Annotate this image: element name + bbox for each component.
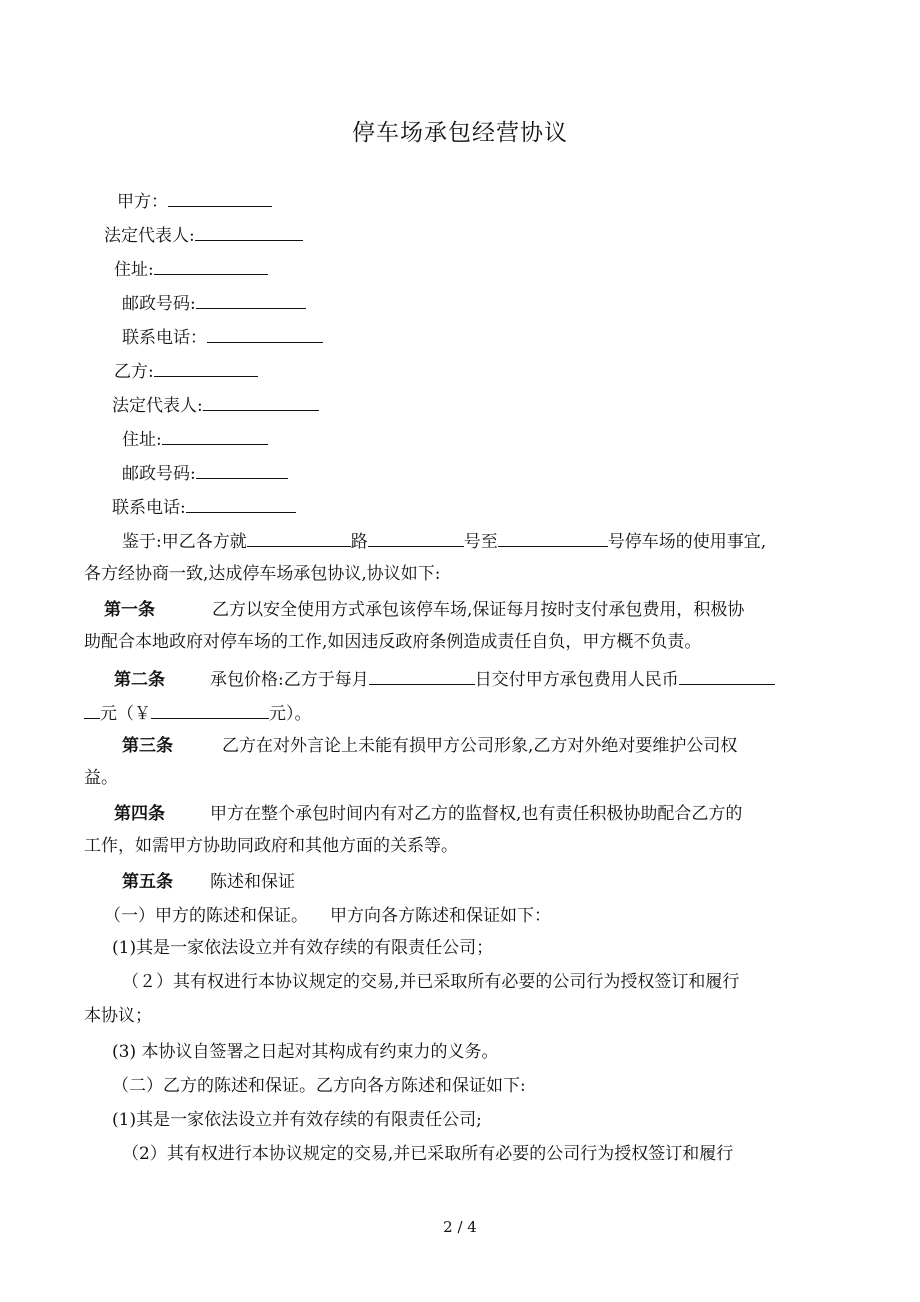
article-4-heading: 第四条 bbox=[114, 804, 165, 824]
article-3-text-1: 乙方在对外言论上未能有损甲方公司形象,乙方对外绝对要维护公司权 bbox=[222, 736, 738, 756]
party-a-rep-blank[interactable] bbox=[195, 223, 303, 241]
number-to-blank[interactable] bbox=[498, 529, 608, 547]
article-3-line-2: 益。 bbox=[84, 768, 118, 788]
section-b-title: （二）乙方的陈述和保证。乙方向各方陈述和保证如下: bbox=[112, 1076, 526, 1096]
party-a-zip-blank[interactable] bbox=[196, 291, 306, 309]
article-2-heading: 第二条 bbox=[114, 670, 165, 690]
article-5-line bbox=[122, 871, 295, 893]
party-a-blank[interactable] bbox=[168, 189, 272, 207]
section-a-item-2-line-1: （２）其有权进行本协议规定的交易,并已采取所有必要的公司行为授权签订和履行 bbox=[122, 972, 740, 992]
party-a-phone-label: 联系电话： bbox=[122, 328, 207, 348]
payment-day-blank[interactable] bbox=[369, 667, 475, 685]
party-b-phone-blank[interactable] bbox=[186, 495, 296, 513]
party-a-zip-label: 邮政号码: bbox=[122, 294, 196, 314]
party-b-zip-line bbox=[122, 461, 288, 485]
article-5-heading: 第五条 bbox=[122, 872, 173, 892]
preamble-text-4: 号停车场的使用事宜, bbox=[607, 532, 767, 552]
road-blank[interactable] bbox=[247, 529, 351, 547]
article-3-heading: 第三条 bbox=[122, 736, 173, 756]
party-b-blank[interactable] bbox=[154, 359, 258, 377]
section-a-title: （一）甲方的陈述和保证。 bbox=[104, 906, 308, 926]
party-a-line bbox=[117, 189, 272, 213]
party-a-zip-line bbox=[122, 291, 306, 315]
party-b-addr-line bbox=[122, 427, 268, 451]
party-a-label: 甲方： bbox=[117, 192, 168, 212]
party-b-label: 乙方: bbox=[114, 362, 154, 382]
party-a-rep-line bbox=[104, 223, 303, 247]
article-1-line-1 bbox=[104, 599, 744, 621]
party-a-phone-line bbox=[122, 325, 323, 349]
party-b-phone-line bbox=[112, 495, 296, 519]
preamble-text-2: 路 bbox=[350, 532, 368, 552]
preamble-text-1: 鉴于:甲乙各方就 bbox=[122, 532, 247, 552]
preamble-text-3: 号至 bbox=[463, 532, 498, 552]
section-a-title-line bbox=[104, 905, 551, 927]
article-2-line-2 bbox=[84, 701, 312, 725]
preamble-line-1 bbox=[122, 529, 766, 553]
article-1-heading: 第一条 bbox=[104, 600, 155, 620]
section-a-intro: 甲方向各方陈述和保证如下： bbox=[330, 906, 551, 926]
number-from-blank[interactable] bbox=[368, 529, 464, 547]
section-a-item-1: (1)其是一家依法设立并有效存续的有限责任公司； bbox=[112, 938, 494, 958]
party-b-zip-label: 邮政号码: bbox=[122, 464, 196, 484]
article-4-text-1: 甲方在整个承包时间内有对乙方的监督权,也有责任积极协助配合乙方的 bbox=[210, 804, 743, 824]
party-a-rep-label: 法定代表人: bbox=[104, 226, 195, 246]
article-1-line-2: 助配合本地政府对停车场的工作,如因违反政府条例造成责任自负，甲方概不负责。 bbox=[84, 632, 702, 652]
page-number: 2 / 4 bbox=[443, 1218, 477, 1236]
section-b-item-2: （2）其有权进行本协议规定的交易,并已采取所有必要的公司行为授权签订和履行 bbox=[122, 1144, 734, 1164]
party-b-zip-blank[interactable] bbox=[196, 461, 288, 479]
party-a-addr-line bbox=[114, 257, 268, 281]
article-2-text-1: 承包价格:乙方于每月 bbox=[210, 670, 369, 690]
party-b-line bbox=[114, 359, 258, 383]
article-4-line-1 bbox=[114, 803, 742, 825]
document-title: 停车场承包经营协议 bbox=[352, 120, 568, 146]
fee-number-blank[interactable] bbox=[151, 701, 269, 719]
fee-amount-blank[interactable] bbox=[679, 667, 775, 685]
fee-amount-blank-cont[interactable] bbox=[84, 701, 100, 719]
article-2-text-4: 元）。 bbox=[269, 704, 312, 724]
article-5-title: 陈述和保证 bbox=[210, 872, 295, 892]
party-b-phone-label: 联系电话: bbox=[112, 498, 186, 518]
article-3-line-1 bbox=[122, 735, 737, 757]
section-b-item-1: (1)其是一家依法设立并有效存续的有限责任公司; bbox=[112, 1110, 482, 1130]
article-2-line-1 bbox=[114, 667, 775, 691]
article-2-text-3: 元（￥ bbox=[100, 704, 151, 724]
party-b-rep-blank[interactable] bbox=[203, 393, 319, 411]
party-b-rep-line bbox=[112, 393, 319, 417]
party-b-rep-label: 法定代表人: bbox=[112, 396, 203, 416]
section-a-item-2-line-2: 本协议； bbox=[84, 1006, 152, 1026]
article-1-text-1: 乙方以安全使用方式承包该停车场,保证每月按时支付承包费用，积极协 bbox=[212, 600, 745, 620]
party-b-addr-blank[interactable] bbox=[162, 427, 268, 445]
section-a-item-3: (3) 本协议自签署之日起对其构成有约束力的义务。 bbox=[112, 1042, 499, 1062]
article-2-text-2: 日交付甲方承包费用人民币 bbox=[474, 670, 679, 690]
article-4-line-2: 工作，如需甲方协助同政府和其他方面的关系等。 bbox=[84, 836, 458, 856]
party-b-addr-label: 住址: bbox=[122, 430, 162, 450]
party-a-addr-blank[interactable] bbox=[154, 257, 268, 275]
party-a-addr-label: 住址: bbox=[114, 260, 154, 280]
preamble-line-2: 各方经协商一致,达成停车场承包协议,协议如下: bbox=[84, 564, 441, 584]
party-a-phone-blank[interactable] bbox=[207, 325, 323, 343]
